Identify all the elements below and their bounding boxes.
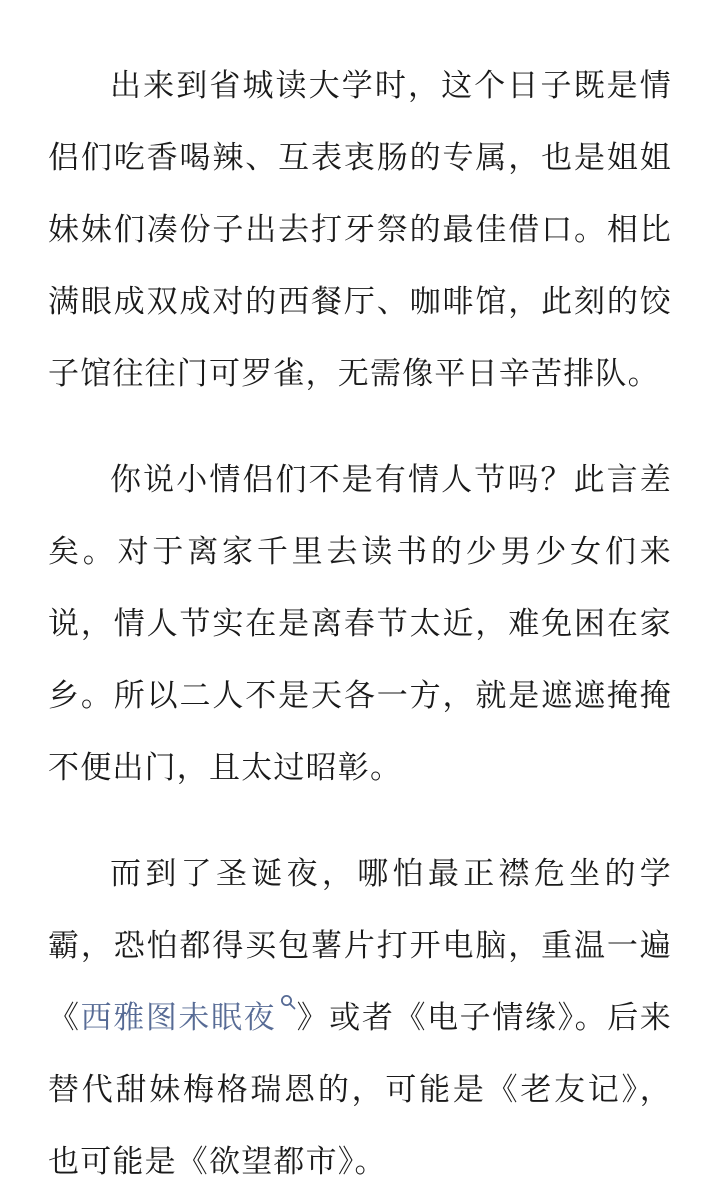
paragraph-3-after: 》或者《电子情缘》。后来替代甜妹梅格瑞恩的，可能是《老友记》，也可能是《欲望都市》。 [48, 1000, 673, 1180]
article-body [48, 50, 672, 1198]
movie-search-link-text[interactable]: 西雅图未眠夜 [80, 1000, 277, 1036]
paragraph-2: 你说小情侣们不是有情人节吗？此言差矣。对于离家千里去读书的少男少女们来说，情人节实在是离春节太近，难免困在家乡。所以二人不是天各一方，就是遮遮掩掩不便出门，且太过昭彰。 [48, 462, 672, 786]
paragraph-3 [48, 838, 672, 1198]
paragraph-1: 出来到省城读大学时，这个日子既是情侣们吃香喝辣、互表衷肠的专属，也是姐姐妹妹们凑份子出去打牙祭的最佳借口。相比满眼成双成对的西餐厅、咖啡馆，此刻的饺子馆往往门可罗雀，无需像平日辛苦排队。 [48, 68, 672, 392]
movie-search-link[interactable] [81, 1000, 297, 1036]
search-icon[interactable] [280, 994, 296, 1010]
paragraph-3-before: 而到了圣诞夜，哪怕最正襟危坐的学霸，恐怕都得买包薯片打开电脑，重温一遍《 [48, 856, 672, 1036]
